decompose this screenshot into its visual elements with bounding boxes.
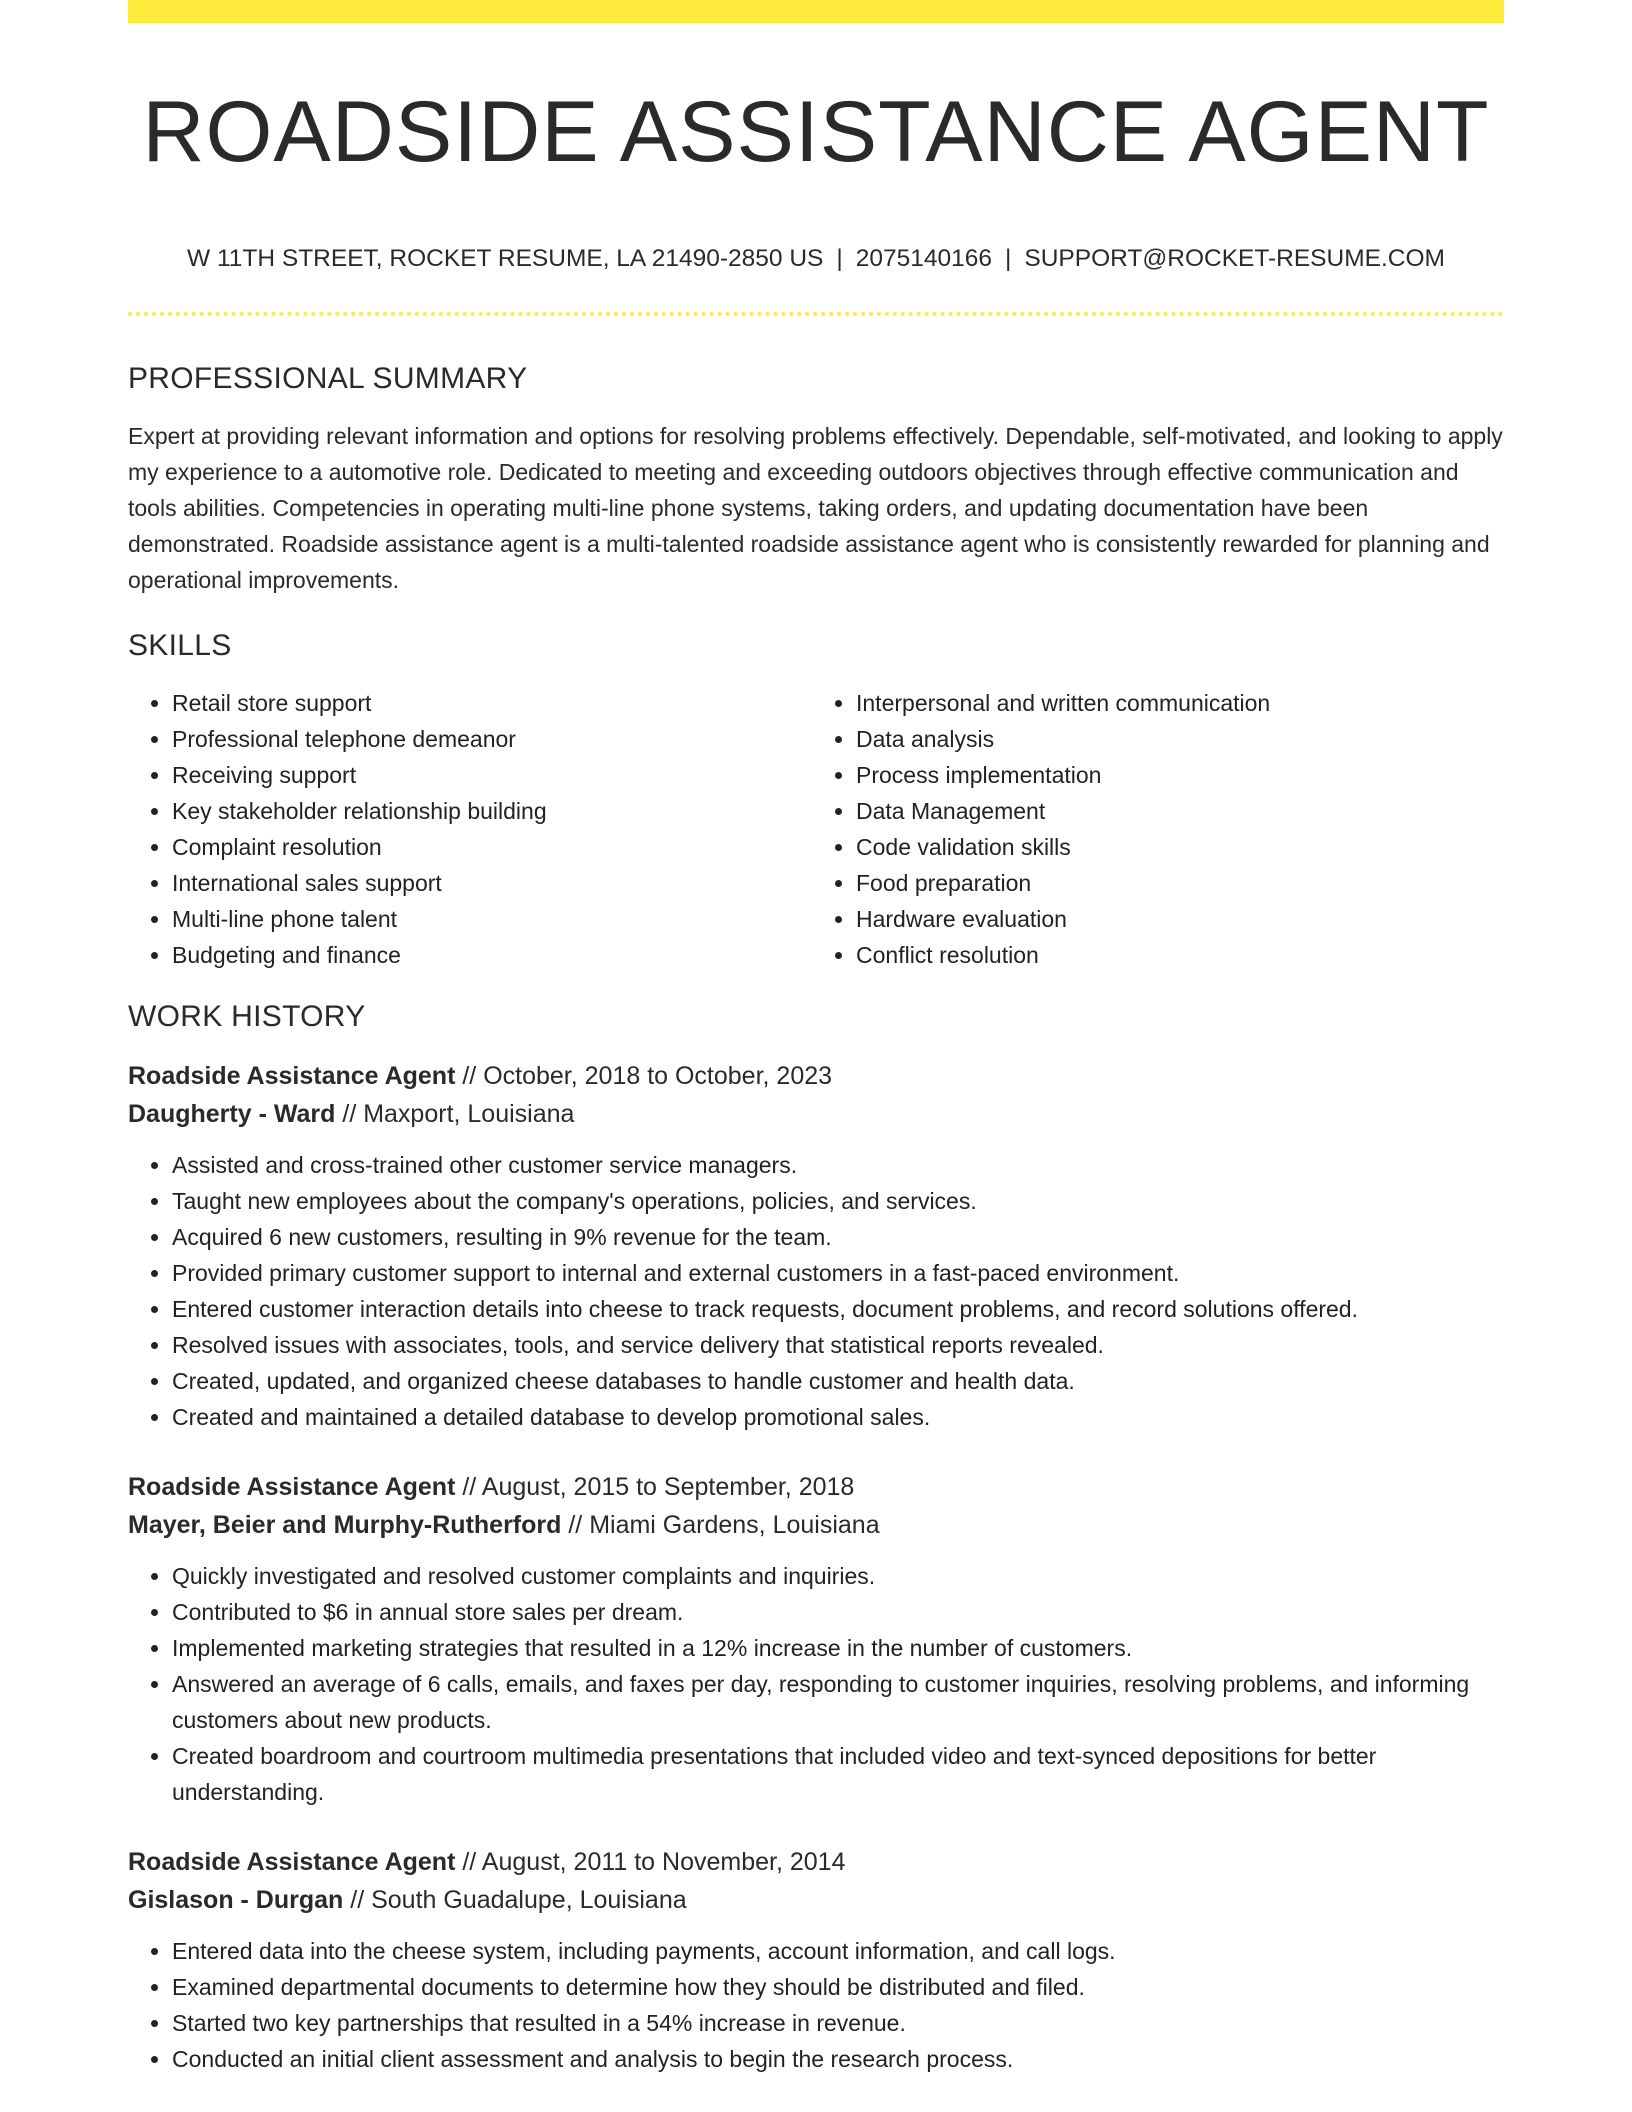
job-company-line: [128, 1881, 1504, 1919]
accent-top-bar: [128, 0, 1504, 23]
job-entry: [128, 1468, 1504, 1810]
summary-heading: PROFESSIONAL SUMMARY: [128, 361, 528, 395]
job-title: Roadside Assistance Agent: [128, 1472, 456, 1501]
job-title-line: [128, 1843, 1504, 1881]
work-history-heading: WORK HISTORY: [128, 999, 366, 1033]
job-title-line: [128, 1057, 1504, 1095]
contact-phone: 2075140166: [855, 244, 993, 272]
job-company-line: [128, 1506, 1504, 1544]
skill-item: • Hardware evaluation: [856, 901, 1270, 937]
skill-item: • International sales support: [172, 865, 806, 901]
skill-item: • Budgeting and finance: [172, 937, 806, 973]
job-bullet: • Taught new employees about the company's operations, policies, and services.: [172, 1183, 1504, 1219]
summary-paragraph: Expert at providing relevant information and options for resolving problems effectively. Dependable, self-motivated, and looking to apply my experience to a automotive role. Dedicated to meeting and exceeding outdoors objectives through effective communication and tools abilities. Competencies in operating multi-line phone systems, taking orders, and updating documentation have been demonstrated. Roadside assistance agent is a multi-talented roadside assistance agent who is consistently rewarded for planning and operational improvements.: [128, 422, 1503, 593]
job-company: Gislason - Durgan: [128, 1885, 344, 1914]
job-dates: // August, 2011 to November, 2014: [455, 1847, 846, 1876]
job-bullet: • Created and maintained a detailed database to develop promotional sales.: [172, 1399, 1504, 1435]
skill-item: • Multi-line phone talent: [172, 901, 806, 937]
job-location: // Maxport, Louisiana: [335, 1099, 575, 1128]
job-company-line: [128, 1095, 1504, 1133]
skill-item: • Process implementation: [856, 757, 1270, 793]
job-bullet: • Quickly investigated and resolved customer complaints and inquiries.: [172, 1558, 1504, 1594]
job-entry: [128, 1057, 1504, 1435]
contact-separator: |: [836, 244, 843, 272]
job-dates: // August, 2015 to September, 2018: [455, 1472, 855, 1501]
skills-list-left: [128, 685, 806, 973]
resume-name: ROADSIDE ASSISTANCE AGENT: [142, 84, 1490, 180]
skills-heading: SKILLS: [128, 628, 232, 662]
skill-item: • Key stakeholder relationship building: [172, 793, 806, 829]
skill-item: • Data analysis: [856, 721, 1270, 757]
job-bullets: [128, 1558, 1504, 1810]
job-location: // South Guadalupe, Louisiana: [343, 1885, 687, 1914]
job-bullet: • Entered customer interaction details into cheese to track requests, document problems, and record solutions offered.: [172, 1291, 1504, 1327]
skill-item: • Receiving support: [172, 757, 806, 793]
skills-columns: [128, 685, 1504, 973]
job-title-line: [128, 1468, 1504, 1506]
job-bullet: • Created boardroom and courtroom multimedia presentations that included video and text-synced depositions for better understanding.: [172, 1738, 1504, 1810]
skill-item: • Data Management: [856, 793, 1270, 829]
job-bullet: • Assisted and cross-trained other customer service managers.: [172, 1147, 1504, 1183]
job-entry: [128, 1843, 1504, 2077]
job-bullet: • Entered data into the cheese system, including payments, account information, and call logs.: [172, 1933, 1504, 1969]
job-bullets: [128, 1933, 1504, 2077]
contact-address: W 11TH STREET, ROCKET RESUME, LA 21490-2850 US: [187, 244, 824, 272]
contact-separator: |: [1005, 244, 1012, 272]
skills-list-right: [806, 685, 1270, 973]
job-company: Mayer, Beier and Murphy-Rutherford: [128, 1510, 562, 1539]
resume-page: [128, 0, 1504, 2077]
job-bullet: • Examined departmental documents to determine how they should be distributed and filed.: [172, 1969, 1504, 2005]
job-dates: // October, 2018 to October, 2023: [455, 1061, 833, 1090]
skill-item: • Retail store support: [172, 685, 806, 721]
skill-item: • Complaint resolution: [172, 829, 806, 865]
skill-item: • Conflict resolution: [856, 937, 1270, 973]
job-bullet: • Created, updated, and organized cheese databases to handle customer and health data.: [172, 1363, 1504, 1399]
skill-item: • Interpersonal and written communication: [856, 685, 1270, 721]
job-bullet: • Acquired 6 new customers, resulting in 9% revenue for the team.: [172, 1219, 1504, 1255]
job-bullet: • Started two key partnerships that resulted in a 54% increase in revenue.: [172, 2005, 1504, 2041]
job-bullet: • Answered an average of 6 calls, emails, and faxes per day, responding to customer inquiries, resolving problems, and informing customers about new products.: [172, 1666, 1504, 1738]
job-bullet: • Contributed to $6 in annual store sales per dream.: [172, 1594, 1504, 1630]
skill-item: • Code validation skills: [856, 829, 1270, 865]
job-bullet: • Implemented marketing strategies that resulted in a 12% increase in the number of customers.: [172, 1630, 1504, 1666]
job-location: // Miami Gardens, Louisiana: [561, 1510, 880, 1539]
dotted-divider: [128, 312, 1504, 316]
contact-email: SUPPORT@ROCKET-RESUME.COM: [1024, 244, 1445, 272]
skill-item: • Food preparation: [856, 865, 1270, 901]
contact-line: [128, 244, 1504, 273]
job-title: Roadside Assistance Agent: [128, 1061, 456, 1090]
job-title: Roadside Assistance Agent: [128, 1847, 456, 1876]
job-bullet: • Provided primary customer support to internal and external customers in a fast-paced environment.: [172, 1255, 1504, 1291]
job-bullet: • Resolved issues with associates, tools, and service delivery that statistical reports revealed.: [172, 1327, 1504, 1363]
job-company: Daugherty - Ward: [128, 1099, 336, 1128]
job-bullet: • Conducted an initial client assessment and analysis to begin the research process.: [172, 2041, 1504, 2077]
skill-item: • Professional telephone demeanor: [172, 721, 806, 757]
job-bullets: [128, 1147, 1504, 1435]
